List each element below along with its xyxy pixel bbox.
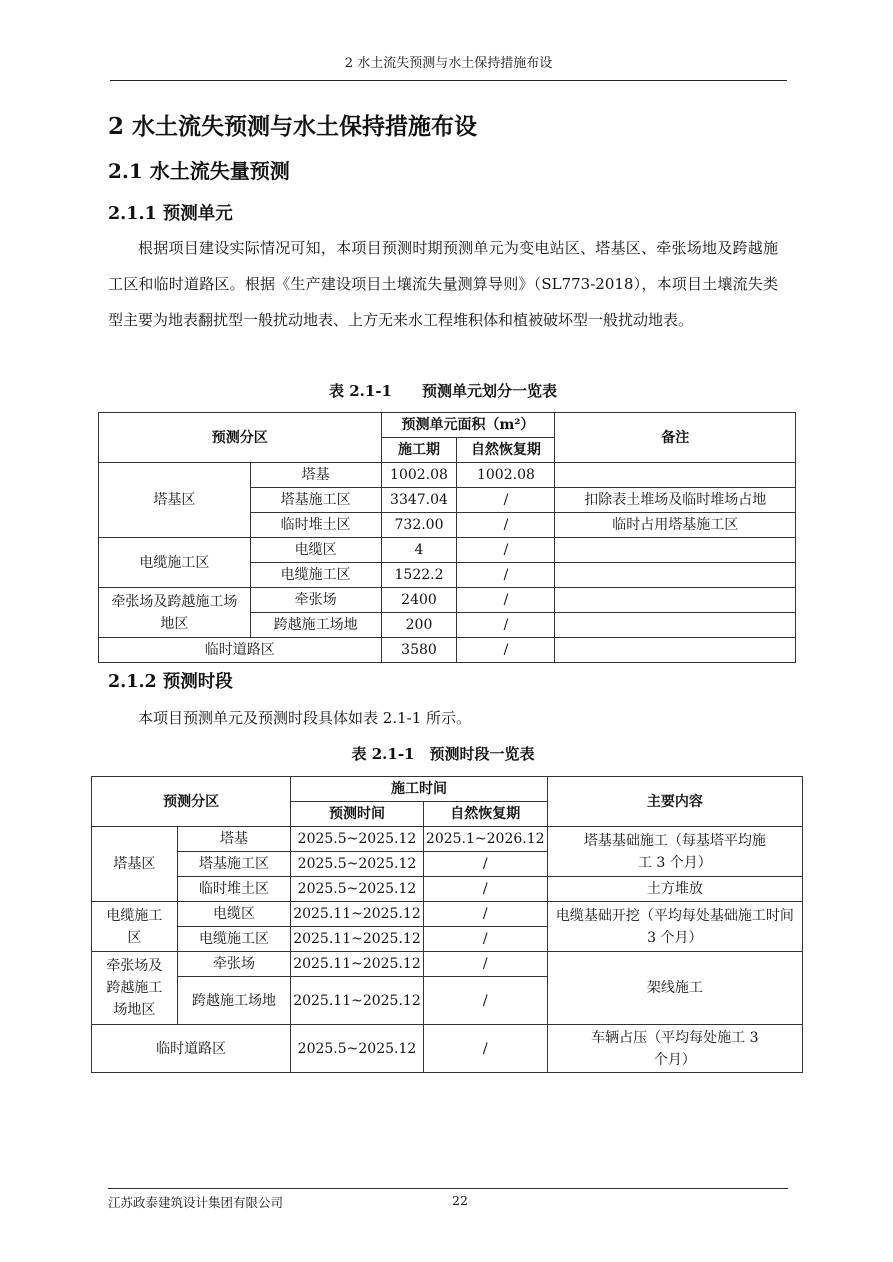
table-cell: [555, 588, 796, 613]
table-cell: [555, 463, 796, 488]
group-cell: 牵张场及跨越施工场地区: [99, 588, 251, 638]
table-cell: 3580: [381, 638, 457, 663]
table-cell: 跨越施工场地: [250, 613, 381, 638]
table-cell: 电缆基础开挖（平均每处基础施工时间 3 个月）: [547, 902, 802, 952]
table-cell: 2025.11~2025.12: [291, 952, 424, 977]
table-cell: 临时占用塔基施工区: [555, 513, 796, 538]
table-row: [99, 463, 796, 488]
table-row: [99, 638, 796, 663]
paragraph-prediction-units: 根据项目建设实际情况可知，本项目预测时期预测单元为变电站区、塔基区、牵张场地及跨越施工区和临时道路区。根据《生产建设项目土壤流失量测算导则》（SL773-2018），本项目土壤流失类型主要为地表翻扰型一般扰动地表、上方无来水工程堆积体和植被破坏型一般扰动地表。: [108, 239, 778, 329]
table-cell: 2400: [381, 588, 457, 613]
header-cell: 自然恢复期: [457, 438, 555, 463]
group-cell: 牵张场及跨越施工场地区: [92, 952, 178, 1025]
table-cell: /: [457, 563, 555, 588]
header-cell: 施工期: [381, 438, 457, 463]
table-cell: /: [423, 852, 547, 877]
prediction-period-table: [91, 776, 803, 1073]
header-cell: 预测单元面积（m²）: [381, 413, 555, 438]
table-cell: 2025.5~2025.12: [291, 1025, 424, 1073]
table-cell: 732.00: [381, 513, 457, 538]
table-cell: [555, 638, 796, 663]
group-cell: 电缆施工区: [99, 538, 251, 588]
table-cell: 塔基施工区: [177, 852, 291, 877]
table-cell: 牵张场: [250, 588, 381, 613]
running-header: 2 水土流失预测与水土保持措施布设: [110, 52, 787, 81]
table-cell: /: [423, 977, 547, 1025]
table-cell: /: [457, 638, 555, 663]
table-cell: 临时道路区: [99, 638, 382, 663]
table-row: [99, 538, 796, 563]
table-cell: [555, 563, 796, 588]
paragraph-prediction-period: 本项目预测单元及预测时段具体如表 2.1-1 所示。: [138, 709, 472, 727]
table-cell: [555, 613, 796, 638]
group-cell: 塔基区: [92, 827, 178, 902]
table2-caption: 表 2.1-1 预测时段一览表: [351, 745, 535, 763]
chapter-title: 2 水土流失预测与水土保持措施布设: [108, 113, 478, 140]
header-cell: 预测时间: [291, 802, 424, 827]
table-row: [92, 827, 803, 852]
table-row: [99, 588, 796, 613]
section-heading-2-1-2: 2.1.2 预测时段: [108, 672, 233, 692]
table-cell: 1002.08: [457, 463, 555, 488]
table-cell: 2025.5~2025.12: [291, 877, 424, 902]
table-cell: 1002.08: [381, 463, 457, 488]
table-cell: /: [457, 488, 555, 513]
table-cell: /: [423, 877, 547, 902]
table-cell: 电缆施工区: [250, 563, 381, 588]
page-footer: [108, 1188, 788, 1211]
table-cell: /: [457, 538, 555, 563]
table-cell: [555, 538, 796, 563]
header-cell: 主要内容: [547, 777, 802, 827]
prediction-unit-table: [98, 412, 796, 663]
table-cell: 临时堆土区: [250, 513, 381, 538]
header-cell: 备注: [555, 413, 796, 463]
table-cell: 4: [381, 538, 457, 563]
table-cell: /: [423, 927, 547, 952]
table-cell: 2025.11~2025.12: [291, 902, 424, 927]
footer-company: 江苏政泰建筑设计集团有限公司: [108, 1195, 284, 1210]
header-cell: 自然恢复期: [423, 802, 547, 827]
table-cell: 200: [381, 613, 457, 638]
table-cell: 塔基: [177, 827, 291, 852]
table-cell: 车辆占压（平均每处施工 3 个月）: [547, 1025, 802, 1073]
table-cell: 架线施工: [547, 952, 802, 1025]
group-cell: 电缆施工区: [92, 902, 178, 952]
section-heading-2-1-1: 2.1.1 预测单元: [108, 204, 233, 224]
table-cell: 临时道路区: [92, 1025, 291, 1073]
table-cell: 电缆区: [250, 538, 381, 563]
table-cell: 跨越施工场地: [177, 977, 291, 1025]
header-cell: 预测分区: [99, 413, 382, 463]
table-cell: 土方堆放: [547, 877, 802, 902]
table-cell: 电缆施工区: [177, 927, 291, 952]
table-cell: 2025.5~2025.12: [291, 852, 424, 877]
table-cell: 1522.2: [381, 563, 457, 588]
table-cell: 2025.11~2025.12: [291, 927, 424, 952]
header-cell: 施工时间: [291, 777, 548, 802]
table-cell: 牵张场: [177, 952, 291, 977]
table-cell: /: [423, 1025, 547, 1073]
table-cell: 电缆区: [177, 902, 291, 927]
table-cell: 塔基施工区: [250, 488, 381, 513]
table-cell: 塔基基础施工（每基塔平均施工 3 个月）: [547, 827, 802, 877]
table-cell: /: [457, 513, 555, 538]
table-cell: 2025.1~2026.12: [423, 827, 547, 852]
section-heading-2-1: 2.1 水土流失量预测: [108, 159, 290, 183]
page-number: 22: [452, 1193, 468, 1208]
table-cell: /: [457, 613, 555, 638]
table-row: [92, 877, 803, 902]
table-row: [92, 902, 803, 927]
table-header-row: [99, 413, 796, 438]
table-cell: 2025.5~2025.12: [291, 827, 424, 852]
group-cell: 塔基区: [99, 463, 251, 538]
table-cell: 3347.04: [381, 488, 457, 513]
table-cell: /: [457, 588, 555, 613]
table-header-row: [92, 777, 803, 802]
table1-caption: 表 2.1-1 预测单元划分一览表: [329, 382, 557, 400]
table-cell: /: [423, 952, 547, 977]
table-cell: 2025.11~2025.12: [291, 977, 424, 1025]
table-cell: 扣除表土堆场及临时堆场占地: [555, 488, 796, 513]
header-cell: 预测分区: [92, 777, 291, 827]
table-row: [92, 952, 803, 977]
table-cell: /: [423, 902, 547, 927]
table-row: [92, 1025, 803, 1073]
table-cell: 塔基: [250, 463, 381, 488]
table-cell: 临时堆土区: [177, 877, 291, 902]
